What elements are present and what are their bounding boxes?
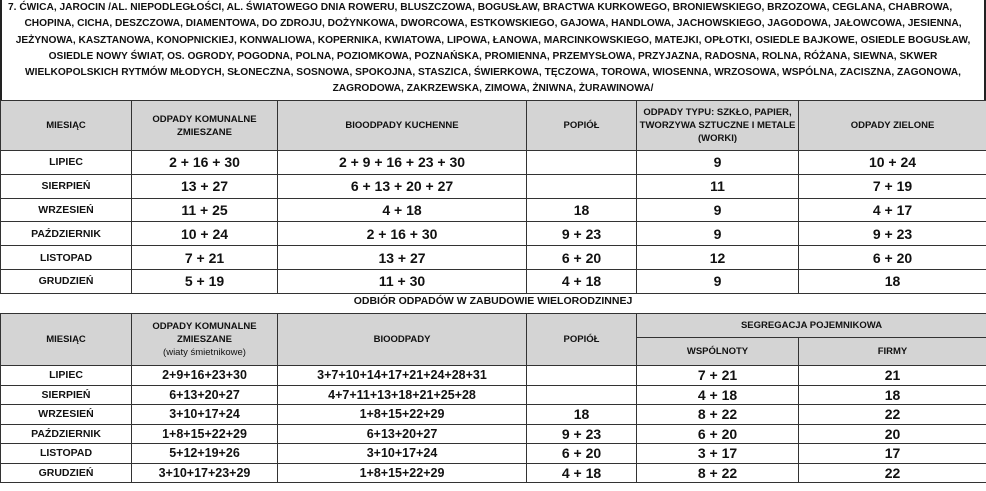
ash-cell: 4 + 18 (527, 269, 637, 293)
selective-bags-cell: 9 (637, 151, 799, 175)
col-header-month: MIESIĄC (1, 101, 132, 151)
col-header-ash: POPIÓŁ (527, 101, 637, 151)
table-row (1, 269, 986, 293)
bio-cell: 1+8+15+22+29 (278, 405, 527, 425)
mixed-waste-cell: 3+10+17+24 (132, 405, 278, 425)
col-header-green-waste: ODPADY ZIELONE (799, 101, 986, 151)
table-row (1, 385, 986, 405)
kitchen-bio-cell: 4 + 18 (278, 198, 527, 222)
kitchen-bio-cell: 13 + 27 (278, 246, 527, 270)
header-line: OSIEDLE NOWY ŚWIAT, OS. OGRODY, POGODNA, POLNA, POZIOMKOWA, POZNAŃSKA, PROMIENNA, PRZEMYSŁOWA, PRZYJAZNA, RADOSNA, ROLNA, RÓŻANA, SIEWNA, SKWER (48, 50, 938, 62)
header-line: WIELKOPOLSKICH RYTMÓW MŁODYCH, SŁONECZNA, SOSNOWA, SPOKOJNA, STASZICA, ŚWIERKOWA, TĘCZOWA, TOROWA, WIOSENNA, WRZOSOWA, WSPÓLNA, ZACISZNA, ZAGONOWA, (25, 67, 961, 79)
kitchen-bio-cell: 2 + 16 + 30 (278, 222, 527, 246)
header-text: ODPADY KOMUNALNE (152, 113, 257, 125)
bio-cell: 1+8+15+22+29 (278, 463, 527, 483)
communities-cell: 8 + 22 (637, 463, 799, 483)
month-cell: LIPIEC (1, 151, 132, 175)
header-line: ZAGRODOWA, ZAKRZEWSKA, ZIMOWA, ŻNIWNA, ŻURAWINOWA/ (332, 83, 654, 95)
col-header-container-segregation: SEGREGACJA POJEMNIKOWA (637, 314, 986, 338)
green-waste-cell: 7 + 19 (799, 174, 986, 198)
mixed-waste-cell: 7 + 21 (132, 246, 278, 270)
table-row (1, 405, 986, 425)
header-text: TWORZYWA SZTUCZNE I METALE (639, 120, 796, 131)
col-header-communities: WSPÓLNOTY (637, 338, 799, 366)
green-waste-cell: 4 + 17 (799, 198, 986, 222)
ash-cell (527, 174, 637, 198)
multi-family-section-title: ODBIÓR ODPADÓW W ZABUDOWIE WIELORODZINNEJ (353, 295, 633, 307)
communities-cell: 7 + 21 (637, 366, 799, 386)
table-row (1, 424, 986, 444)
selective-bags-cell: 11 (637, 174, 799, 198)
communities-cell: 4 + 18 (637, 385, 799, 405)
month-cell: WRZESIEŃ (1, 405, 132, 425)
firms-cell: 22 (799, 463, 986, 483)
month-cell: LISTOPAD (1, 246, 132, 270)
selective-bags-cell: 9 (637, 222, 799, 246)
col-header-ash: POPIÓŁ (527, 314, 637, 366)
table-row (1, 463, 986, 483)
table-row (1, 246, 986, 270)
mixed-waste-cell: 3+10+17+23+29 (132, 463, 278, 483)
green-waste-cell: 6 + 20 (799, 246, 986, 270)
selective-bags-cell: 9 (637, 198, 799, 222)
firms-cell: 22 (799, 405, 986, 425)
multi-family-schedule-table (0, 313, 986, 483)
mixed-waste-cell: 5 + 19 (132, 269, 278, 293)
mixed-waste-cell: 10 + 24 (132, 222, 278, 246)
col-header-kitchen-bio: BIOODPADY KUCHENNE (278, 101, 527, 151)
col-header-mixed-waste (132, 314, 278, 366)
ash-cell: 9 + 23 (527, 424, 637, 444)
col-header-bio: BIOODPADY (278, 314, 527, 366)
ash-cell: 18 (527, 405, 637, 425)
communities-cell: 3 + 17 (637, 444, 799, 464)
header-text: ZMIESZANE (177, 126, 232, 138)
month-cell: GRUDZIEŃ (1, 463, 132, 483)
ash-cell: 6 + 20 (527, 246, 637, 270)
table-row (1, 366, 986, 386)
month-cell: LIPIEC (1, 366, 132, 386)
col-header-firms: FIRMY (799, 338, 986, 366)
kitchen-bio-cell: 2 + 9 + 16 + 23 + 30 (278, 151, 527, 175)
kitchen-bio-cell: 11 + 30 (278, 269, 527, 293)
single-family-schedule-table (0, 100, 986, 294)
header-text: ZMIESZANE (177, 334, 232, 345)
table-row (1, 151, 986, 175)
green-waste-cell: 9 + 23 (799, 222, 986, 246)
header-line: CHOPINA, CICHA, DESZCZOWA, DIAMENTOWA, DO ZDROJU, DOŻYNKOWA, DWORCOWA, ESTKOWSKIEGO, GAJOWA, HANDLOWA, JACHOWSKIEGO, JAGODOWA, JAŁOWCOWA, JESIENNA, (24, 18, 962, 30)
green-waste-cell: 18 (799, 269, 986, 293)
firms-cell: 20 (799, 424, 986, 444)
header-line: 7. ĆWICA, JAROCIN /AL. NIEPODLEGŁOŚCI, AL. ŚWIATOWEGO DNIA ROWERU, BLUSZCZOWA, BOGUSŁAW, BRACTWA KURKOWEGO, BRONIEWSKIEGO, BRZOZOWA, CEGLANA, CHABROWA, (8, 2, 953, 13)
communities-cell: 6 + 20 (637, 424, 799, 444)
firms-cell: 17 (799, 444, 986, 464)
col-header-mixed-waste (132, 101, 278, 151)
mixed-waste-cell: 6+13+20+27 (132, 385, 278, 405)
green-waste-cell: 10 + 24 (799, 151, 986, 175)
mixed-waste-cell: 2+9+16+23+30 (132, 366, 278, 386)
communities-cell: 8 + 22 (637, 405, 799, 425)
header-line: JEŻYNOWA, KASZTANOWA, KONOPNICKIEJ, KONWALIOWA, KOPERNIKA, KWIATOWA, LIPOWA, ŁANOWA, MARCINKOWSKIEGO, MATEJKI, OPŁOTKI, OSIEDLE BAJKOWE, OSIEDLE BOGUSŁAW, (15, 34, 971, 46)
month-cell: PAŹDZIERNIK (1, 222, 132, 246)
ash-cell (527, 385, 637, 405)
kitchen-bio-cell: 6 + 13 + 20 + 27 (278, 174, 527, 198)
table-row (1, 174, 986, 198)
bio-cell: 4+7+11+13+18+21+25+28 (278, 385, 527, 405)
col-header-selective-bags (637, 101, 799, 151)
firms-cell: 21 (799, 366, 986, 386)
month-cell: SIERPIEŃ (1, 174, 132, 198)
month-cell: GRUDZIEŃ (1, 269, 132, 293)
header-text: ODPADY KOMUNALNE (152, 321, 257, 332)
bio-cell: 3+7+10+14+17+21+24+28+31 (278, 366, 527, 386)
bio-cell: 6+13+20+27 (278, 424, 527, 444)
firms-cell: 18 (799, 385, 986, 405)
selective-bags-cell: 9 (637, 269, 799, 293)
street-list-header (0, 0, 986, 100)
header-text: (WORKI) (697, 133, 738, 144)
table-row (1, 222, 986, 246)
ash-cell: 4 + 18 (527, 463, 637, 483)
table-row (1, 444, 986, 464)
ash-cell: 18 (527, 198, 637, 222)
month-cell: PAŹDZIERNIK (1, 424, 132, 444)
ash-cell: 6 + 20 (527, 444, 637, 464)
ash-cell (527, 151, 637, 175)
mixed-waste-cell: 5+12+19+26 (132, 444, 278, 464)
month-cell: SIERPIEŃ (1, 385, 132, 405)
mixed-waste-cell: 1+8+15+22+29 (132, 424, 278, 444)
month-cell: WRZESIEŃ (1, 198, 132, 222)
mixed-waste-cell: 11 + 25 (132, 198, 278, 222)
selective-bags-cell: 12 (637, 246, 799, 270)
header-text: (wiaty śmietnikowe) (163, 347, 246, 358)
header-text: ODPADY TYPU: SZKŁO, PAPIER, (643, 107, 792, 118)
mixed-waste-cell: 13 + 27 (132, 174, 278, 198)
ash-cell: 9 + 23 (527, 222, 637, 246)
month-cell: LISTOPAD (1, 444, 132, 464)
bio-cell: 3+10+17+24 (278, 444, 527, 464)
mixed-waste-cell: 2 + 16 + 30 (132, 151, 278, 175)
col-header-month: MIESIĄC (1, 314, 132, 366)
table-row (1, 198, 986, 222)
ash-cell (527, 366, 637, 386)
